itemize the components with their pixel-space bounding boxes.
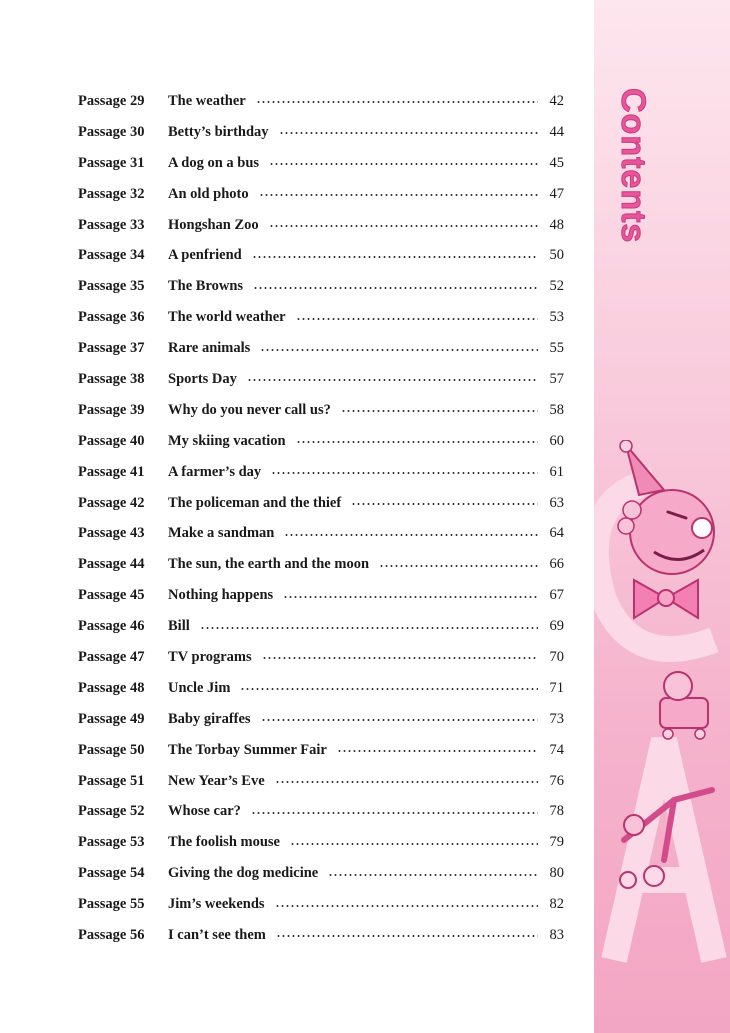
dot-leader (240, 688, 538, 690)
passage-number: Passage 37 (78, 340, 145, 357)
passage-title: Uncle Jim (168, 679, 231, 696)
passage-title: The sun, the earth and the moon (168, 556, 370, 573)
dot-leader (247, 379, 538, 381)
page-number: 63 (549, 494, 564, 511)
page-number: 60 (549, 432, 564, 449)
toc-entry (78, 766, 564, 797)
page-number: 48 (549, 216, 564, 233)
dot-leader (262, 657, 538, 659)
page-number: 76 (549, 772, 564, 789)
page-number: 69 (549, 618, 564, 635)
passage-number: Passage 45 (78, 587, 145, 604)
toc-entry (78, 796, 564, 827)
passage-number: Passage 53 (78, 834, 145, 851)
toc-entry (78, 148, 564, 179)
dot-leader (341, 410, 538, 412)
toc-entry (78, 673, 564, 704)
dot-leader (276, 935, 538, 937)
dot-leader (284, 534, 538, 536)
clown-hair-left-2 (618, 518, 634, 534)
dot-leader (269, 163, 538, 165)
dot-leader (269, 225, 538, 227)
page-number: 45 (549, 154, 564, 171)
passage-title: Betty’s birthday (168, 123, 269, 140)
passage-title: The Browns (168, 278, 244, 295)
passage-number: Passage 46 (78, 618, 145, 635)
page-number: 78 (549, 803, 564, 820)
toc-entry (78, 827, 564, 858)
toc-entry (78, 271, 564, 302)
page-number: 61 (549, 463, 564, 480)
passage-title: TV programs (168, 649, 252, 666)
passage-number: Passage 33 (78, 216, 145, 233)
passage-title: Rare animals (168, 340, 251, 357)
clown-hat-pompom (620, 440, 632, 452)
dot-leader (200, 627, 538, 629)
rider-head (624, 815, 644, 835)
toc-entry (78, 704, 564, 735)
passage-title: A farmer’s day (168, 463, 262, 480)
toc-entry (78, 518, 564, 549)
passage-number: Passage 38 (78, 371, 145, 388)
toc-entry (78, 457, 564, 488)
passage-title: Baby giraffes (168, 710, 251, 727)
page-number: 66 (549, 556, 564, 573)
clown-hair-left (623, 501, 641, 519)
passage-title: A dog on a bus (168, 154, 260, 171)
page-number: 80 (549, 865, 564, 882)
page-number: 74 (549, 741, 564, 758)
toc-entry (78, 549, 564, 580)
page-number: 55 (549, 340, 564, 357)
passage-title: The Torbay Summer Fair (168, 741, 327, 758)
page-number: 73 (549, 710, 564, 727)
dot-leader (275, 905, 538, 907)
dot-leader (296, 318, 538, 320)
contents-heading: Contents (614, 88, 652, 244)
table-of-contents (78, 86, 564, 951)
toc-entry (78, 488, 564, 519)
passage-number: Passage 43 (78, 525, 145, 542)
passage-number: Passage 40 (78, 432, 145, 449)
dot-leader (251, 812, 538, 814)
passage-number: Passage 32 (78, 185, 145, 202)
toc-entry (78, 889, 564, 920)
passage-number: Passage 50 (78, 741, 145, 758)
passage-number: Passage 30 (78, 123, 145, 140)
toc-entry (78, 735, 564, 766)
dot-leader (379, 565, 538, 567)
dot-leader (296, 441, 538, 443)
passage-number: Passage 56 (78, 927, 145, 944)
passage-title: Hongshan Zoo (168, 216, 259, 233)
passage-title: An old photo (168, 185, 249, 202)
toc-entry (78, 210, 564, 241)
toc-entry (78, 117, 564, 148)
page-number: 44 (549, 123, 564, 140)
page-number: 52 (549, 278, 564, 295)
toc-entry (78, 580, 564, 611)
page-number: 64 (549, 525, 564, 542)
toc-entry (78, 302, 564, 333)
passage-title: Sports Day (168, 371, 237, 388)
toc-entry (78, 426, 564, 457)
passage-title: A penfriend (168, 247, 242, 264)
clown-nose (692, 518, 712, 538)
bow-tie-knot (658, 590, 674, 606)
dot-leader (252, 256, 538, 258)
passage-title: Giving the dog medicine (168, 865, 319, 882)
dot-leader (328, 874, 538, 876)
toc-entry (78, 858, 564, 889)
passage-number: Passage 51 (78, 772, 145, 789)
toc-entry (78, 86, 564, 117)
toc-entry (78, 920, 564, 951)
passage-number: Passage 34 (78, 247, 145, 264)
passage-title: The policeman and the thief (168, 494, 342, 511)
passage-number: Passage 36 (78, 309, 145, 326)
page-number: 57 (549, 371, 564, 388)
passage-number: Passage 42 (78, 494, 145, 511)
page-number: 50 (549, 247, 564, 264)
passage-number: Passage 49 (78, 710, 145, 727)
dot-leader (275, 781, 538, 783)
passage-title: The foolish mouse (168, 834, 280, 851)
toc-entry (78, 240, 564, 271)
passage-title: New Year’s Eve (168, 772, 265, 789)
passage-title: The world weather (168, 309, 286, 326)
page-number: 79 (549, 834, 564, 851)
page-number: 53 (549, 309, 564, 326)
dot-leader (351, 503, 538, 505)
page-number: 47 (549, 185, 564, 202)
dot-leader (271, 472, 538, 474)
passage-number: Passage 48 (78, 679, 145, 696)
dot-leader (259, 194, 538, 196)
toc-entry (78, 364, 564, 395)
passage-title: My skiing vacation (168, 432, 286, 449)
passage-title: The weather (168, 93, 246, 109)
page-number: 67 (549, 587, 564, 604)
dot-leader (279, 132, 538, 134)
passage-number: Passage 29 (78, 93, 145, 109)
dot-leader (337, 750, 538, 752)
passage-number: Passage 47 (78, 649, 145, 666)
passage-title: Nothing happens (168, 587, 274, 604)
passage-number: Passage 44 (78, 556, 145, 573)
cart-wheel-2 (695, 729, 705, 739)
toc-entry (78, 395, 564, 426)
page-number: 70 (549, 649, 564, 666)
toc-entry (78, 642, 564, 673)
passage-title: Whose car? (168, 803, 241, 820)
dot-leader (253, 287, 538, 289)
page-number: 82 (549, 896, 564, 913)
clown-illustration (594, 440, 730, 1000)
passage-title: Make a sandman (168, 525, 275, 542)
dot-leader (283, 596, 538, 598)
passage-title: I can’t see them (168, 927, 266, 944)
passage-number: Passage 54 (78, 865, 145, 882)
passage-number: Passage 52 (78, 803, 145, 820)
cart-body (660, 698, 708, 728)
passage-number: Passage 55 (78, 896, 145, 913)
dot-leader (256, 101, 538, 103)
small-clown-head (664, 672, 692, 700)
toc-entry (78, 611, 564, 642)
page-number: 58 (549, 401, 564, 418)
toc-entry (78, 333, 564, 364)
page-number: 83 (549, 927, 564, 944)
page-number: 42 (549, 93, 564, 109)
passage-title: Bill (168, 618, 190, 635)
dot-leader (290, 843, 538, 845)
passage-number: Passage 39 (78, 401, 145, 418)
page-number: 71 (549, 679, 564, 696)
passage-number: Passage 31 (78, 154, 145, 171)
passage-title: Why do you never call us? (168, 401, 331, 418)
cart-wheel (663, 729, 673, 739)
dot-leader (260, 349, 538, 351)
toc-entry (78, 179, 564, 210)
passage-title: Jim’s weekends (168, 896, 265, 913)
passage-number: Passage 41 (78, 463, 145, 480)
dot-leader (261, 719, 538, 721)
passage-number: Passage 35 (78, 278, 145, 295)
